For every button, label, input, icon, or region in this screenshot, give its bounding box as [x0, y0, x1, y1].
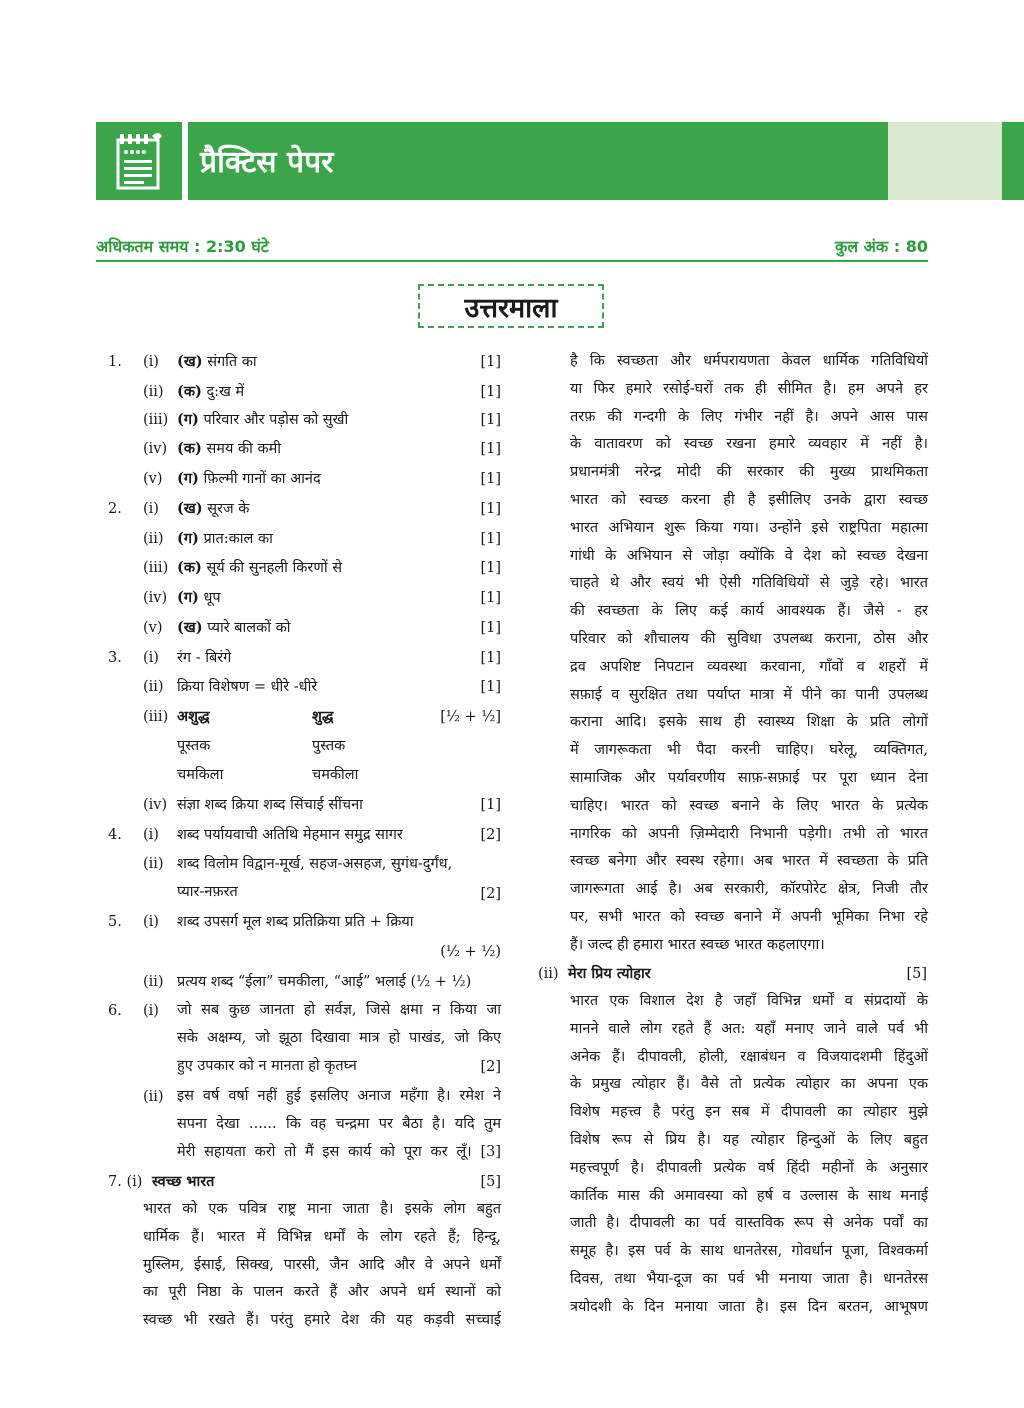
marks-label: [5] — [480, 1174, 501, 1190]
text-line: महत्त्वपूर्ण है। दीपावली प्रत्येक वर्ष हिंदी महीनों के अनुसार — [570, 1159, 928, 1176]
answer-line: प्रत्यय शब्द “ईला” चमकीला, “आई” भलाई (½ + ½) — [177, 974, 472, 990]
total-marks: कुल अंक : 80 — [834, 237, 928, 256]
q7-ii-sub: (ii) — [538, 966, 559, 982]
essay-paragraph — [570, 988, 928, 1322]
text-line: भारत को एक पवित्र राष्ट्र माना जाता है। इसके लोग बहुत — [143, 1201, 501, 1217]
answer-line: (ग) फ़िल्मी गानों का आनंद — [177, 470, 321, 487]
essay-title: मेरा प्रिय त्योहार — [568, 965, 651, 982]
q1-iv-sub: (iv) — [143, 441, 168, 457]
text-line: दिवस, तथा भैया-दूज का पर्व भी मनाया जाता है। धानतेरस — [570, 1270, 928, 1287]
q2-iii-sub: (iii) — [143, 560, 169, 576]
text-line: धार्मिक हैं। भारत में विभिन्न धर्मों के लोग रहते हैं; हिन्दू, — [143, 1228, 501, 1245]
text-line: त्रयोदशी के दिन मनाया जाता है। इस दिन बरतन, आभूषण — [570, 1298, 928, 1315]
answer-line: (क) सूर्य की सुनहली किरणों से — [177, 559, 343, 576]
text-line: के प्रमुख त्योहार हैं। वैसे तो प्रत्येक त्योहार का अपना एक — [570, 1076, 928, 1093]
q5-ii-sub: (ii) — [143, 974, 164, 990]
q3-number: 3. — [108, 650, 122, 666]
marks-label: [5] — [906, 966, 927, 982]
text-line: विशेष रूप से प्रिय है। यह त्योहार हिन्दुओं के लिए बहुत — [570, 1131, 928, 1148]
text-line: सामाजिक और पर्यावरणीय साफ़-सफ़ाई पर पूरा ध्यान देना — [570, 769, 928, 786]
q7-number: 7. (i) — [108, 1174, 143, 1190]
marks-label: (½ + ½) — [440, 944, 501, 960]
q2-number: 2. — [108, 501, 122, 517]
text-line: स्वच्छ भी रखते हैं। परंतु हमारे देश की यह कड़वी सच्चाई — [143, 1312, 501, 1329]
q4-ii-sub: (ii) — [143, 856, 164, 872]
answer-key-title: उत्तरमाला — [418, 284, 604, 328]
q3-i-sub: (i) — [143, 650, 159, 666]
text-line: के वातावरण को स्वच्छ रखना हमारे व्यवहार में नहीं है। — [570, 436, 928, 453]
text-line: का पूरी निष्ठा के पालन करते हैं और अपने धर्म स्थानों को — [143, 1284, 501, 1301]
text-line: भारत को स्वच्छ करना ही है इसीलिए उनके द्वारा स्वच्छ — [570, 491, 928, 508]
essay-title: स्वच्छ भारत — [152, 1173, 215, 1190]
max-time: अधिकतम समय : 2:30 घंटे — [96, 237, 269, 256]
text-line: स्वच्छ बनेगा और स्वस्थ रहेगा। अब भारत में स्वच्छता के प्रति — [570, 853, 928, 870]
q4-number: 4. — [108, 827, 122, 843]
text-line: में जागरूकता भी पैदा करनी चाहिए। घरेलू, व्यक्तिगत, — [570, 742, 928, 759]
essay-paragraph — [570, 348, 928, 960]
answer-line: संज्ञा शब्द क्रिया शब्द सिंचाई सींचना — [177, 797, 363, 813]
answer-line: (ग) धूप — [177, 589, 221, 606]
q2-ii-sub: (ii) — [143, 531, 164, 547]
text-line: या फिर हमारे रसोई-घरों तक ही सीमित है। हम अपने हर — [570, 380, 928, 397]
paper-meta — [96, 232, 928, 260]
table-header-correct: शुद्ध — [312, 708, 334, 725]
text-line: कार्तिक मास की अमावस्या को हर्ष व उल्लास के साथ मनाई — [570, 1187, 928, 1204]
marks-label: [1] — [480, 501, 501, 517]
text-line: विशेष महत्त्व है परंतु इन सब में दीपावली का त्योहार मुझे — [570, 1104, 928, 1121]
table-cell: चमकीला — [312, 767, 359, 783]
marks-label: [1] — [480, 797, 501, 813]
text-line: सपना देखा ...... कि वह चन्द्रमा पर बैठा है। यदि तुम — [177, 1115, 501, 1132]
answer-line: प्यार-नफ़रत — [177, 884, 238, 900]
text-line: पर, सभी भारत को स्वच्छ बनाने में अपनी भूमिका निभा रहे — [570, 908, 928, 925]
answer-line: शब्द विलोम विद्वान-मूर्ख, सहज-असहज, सुगंध-दुर्गंध, — [177, 856, 453, 872]
answer-line: शब्द उपसर्ग मूल शब्द प्रतिक्रिया प्रति + क्रिया — [177, 914, 414, 930]
answer-line: क्रिया विशेषण = धीरे -धीरे — [177, 679, 318, 695]
text-line: नागरिक को अपनी ज़िम्मेदारी निभानी पड़ेगी। तभी तो भारत — [570, 825, 928, 842]
marks-label: [1] — [480, 412, 501, 428]
header-banner — [96, 122, 928, 200]
table-cell: पुस्तक — [312, 738, 346, 754]
marks-label: [1] — [480, 354, 501, 370]
text-line: द्रव अपशिष्ट निपटान व्यवस्था करवाना, गाँवों व शहरों में — [570, 658, 928, 675]
page-title: प्रैक्टिस पेपर — [200, 145, 334, 180]
text-line: जागरूगता आई है। अब सरकारी, कॉरपोरेट क्षेत्र, निजी तौर — [570, 881, 928, 898]
answer-line: (क) दु:ख में — [177, 383, 245, 400]
answer-line: (क) समय की कमी — [177, 440, 282, 457]
table-header-incorrect: अशुद्ध — [177, 708, 210, 725]
marks-label: [2] — [480, 1059, 501, 1075]
q4-i-sub: (i) — [143, 827, 159, 843]
q1-v-sub: (v) — [143, 471, 163, 487]
text-line: प्रधानमंत्री नरेन्द्र मोदी की सरकार की मुख्य प्राथमिकता — [570, 464, 928, 481]
q2-i-sub: (i) — [143, 501, 159, 517]
q5-i-sub: (i) — [143, 914, 159, 930]
text-line: मुस्लिम, ईसाई, सिक्ख, पारसी, जैन आदि और वे अपने धर्मों — [143, 1256, 501, 1273]
marks-label: [1] — [480, 620, 501, 636]
text-line: जो सब कुछ जानता हो सर्वज्ञ, जिसे क्षमा न किया जा — [177, 1002, 501, 1018]
text-line: कराना आदि। इसके साथ ही स्वास्थ्य शिक्षा के प्रति लोगों — [570, 714, 928, 731]
text-line: अनेक हैं। दीपावली, होली, रक्षाबंधन व विजयादशमी हिंदुओं — [570, 1048, 928, 1065]
answer-line: (ग) प्रात:काल का — [177, 530, 273, 547]
q2-iv-sub: (iv) — [143, 590, 168, 606]
q3-iv-sub: (iv) — [143, 797, 168, 813]
q1-number: 1. — [108, 354, 122, 370]
marks-label: [1] — [480, 471, 501, 487]
q1-iii-sub: (iii) — [143, 412, 169, 428]
marks-label: [1] — [480, 679, 501, 695]
marks-label: [1] — [480, 441, 501, 457]
text-line: तरफ़ की गन्दगी के लिए गंभीर नहीं है। अपने आस पास — [570, 408, 928, 425]
answer-line: शब्द पर्यायवाची अतिथि मेहमान समुद्र सागर — [177, 827, 403, 843]
marks-label: [1] — [480, 560, 501, 576]
table-cell: पूस्तक — [177, 738, 211, 754]
marks-label: [1] — [480, 590, 501, 606]
text-line: सफ़ाई व सुरक्षित तथा पर्याप्त मात्रा में पीने का पानी उपलब्ध — [570, 686, 928, 703]
banner-right-block — [1002, 122, 1024, 200]
q6-i-answer — [177, 997, 501, 1080]
answer-line: (ख) सूरज के — [177, 500, 250, 517]
answer-line: (ख) संगति का — [177, 353, 257, 370]
answer-line: (ग) परिवार और पड़ोस को सुखी — [177, 411, 349, 428]
text-line: समूह है। इस पर्व के साथ धानतेरस, गोवर्धान पूजा, विश्वकर्मा — [570, 1243, 928, 1260]
text-line: हुए उपकार को न मानता हो कृतघ्न — [177, 1057, 357, 1074]
answer-line: (ख) प्यारे बालकों को — [177, 619, 291, 636]
essay-paragraph — [143, 1196, 501, 1335]
marks-label: [2] — [480, 886, 501, 902]
text-line: परिवार को शौचालय की सुविधा उपलब्ध कराना, ठोस और — [570, 630, 928, 647]
q6-i-sub: (i) — [143, 1003, 159, 1019]
q2-v-sub: (v) — [143, 620, 163, 636]
marks-label: [1] — [480, 531, 501, 547]
marks-label: [1] — [480, 650, 501, 666]
marks-label: [2] — [480, 827, 501, 843]
q1-i-sub: (i) — [143, 354, 159, 370]
text-line: जाती है। दीपावली का पर्व वास्तविक रूप से अनेक पर्वों का — [570, 1215, 928, 1232]
q3-iii-sub: (iii) — [143, 709, 169, 725]
text-line: मानने वाले लोग रहते हैं अत: यहाँ मनाए जाने वाले पर्व भी — [570, 1020, 928, 1037]
text-line: भारत एक विशाल देश है जहाँ विभिन्न धर्मों व संप्रदायों के — [570, 993, 928, 1009]
text-line: मेरी सहायता करो तो मैं इस कार्य को पूरा कर लूँ। [3] — [177, 1143, 501, 1160]
header-rule — [96, 260, 928, 262]
text-line: हैं। जल्द ही हमारा भारत स्वच्छ भारत कहलाएगा। — [570, 936, 825, 953]
table-cell: चमकिला — [177, 767, 224, 783]
text-line: भारत अभियान शुरू किया गया। उन्होंने इसे राष्ट्रपिता महात्मा — [570, 519, 928, 536]
text-line: की स्वच्छता के लिए कई कार्य आवश्यक हैं। जैसे - हर — [570, 603, 928, 620]
text-line: इस वर्ष वर्षा नहीं हुई इसलिए अनाज महँगा है। रमेश ने — [177, 1088, 501, 1104]
q5-number: 5. — [108, 914, 122, 930]
text-line: चाहिए। भारत को स्वच्छ बनाने के लिए भारत के प्रत्येक — [570, 797, 928, 814]
q6-ii-sub: (ii) — [143, 1089, 164, 1105]
marks-label: [½ + ½] — [440, 709, 501, 725]
text-line: है कि स्वच्छता और धर्मपरायणता केवल धार्मिक गतिविधियों — [570, 353, 928, 369]
q6-ii-answer — [177, 1083, 501, 1166]
marks-label: [1] — [480, 384, 501, 400]
notepad-icon — [110, 130, 168, 192]
banner-pale-block — [888, 122, 1002, 200]
text-line: गांधी के अभियान से जोड़ा क्योंकि वे देश को स्वच्छ देखना — [570, 547, 928, 564]
text-line: सके अक्षम्य, जो झूठा दिखावा मात्र हो पाखंड, जो किए — [177, 1029, 501, 1046]
text-line: चाहते थे और स्वयं भी ऐसी गतिविधियों से जुड़े रहे। भारत — [570, 575, 928, 592]
answer-line: रंग - बिरंगे — [177, 650, 232, 666]
q3-ii-sub: (ii) — [143, 679, 164, 695]
q1-ii-sub: (ii) — [143, 384, 164, 400]
q6-number: 6. — [108, 1003, 122, 1019]
